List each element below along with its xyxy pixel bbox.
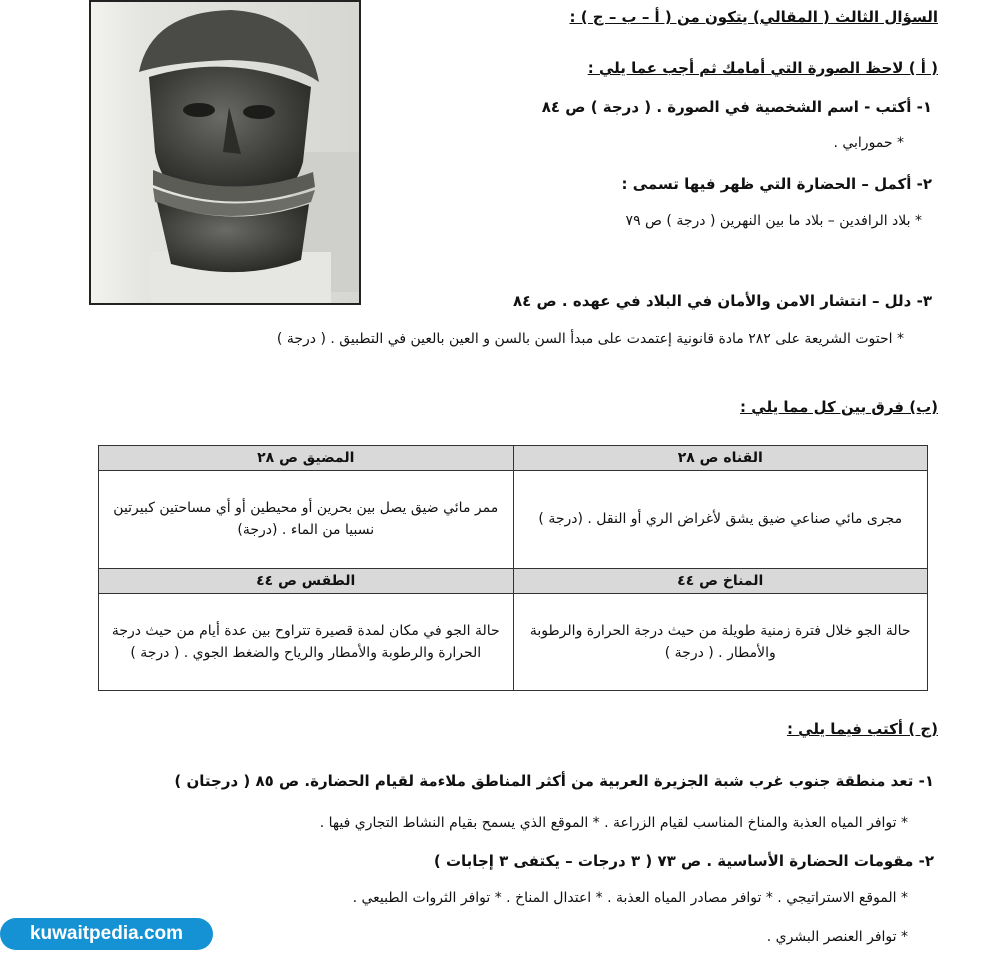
table-row [99, 593, 928, 691]
part-c-answer-2: * الموقع الاستراتيجي . * توافر مصادر المياه العذبة . * اعتدال المناخ . * توافر الثروات الطبيعي . [352, 890, 908, 906]
header-climate: المناخ ص ٤٤ [513, 568, 928, 593]
cell-strait-definition: ممر مائي ضيق يصل بين بحرين أو محيطين أو أي مساحتين كبيرتين نسبيا من الماء . (درجة) [99, 471, 514, 569]
table-row [99, 471, 928, 569]
table-header-row [99, 446, 928, 471]
part-a-title: ( أ ) لاحظ الصورة التي أمامك ثم أجب عما يلي : [587, 59, 938, 77]
part-a-answer-1: * حمورابي . [833, 135, 904, 151]
part-c-question-2: ٢- مقومات الحضارة الأساسية . ص ٧٣ ( ٣ درجات – يكتفى ٣ إجابات ) [433, 852, 934, 870]
part-a-question-3: ٣- دلل – انتشار الامن والأمان في البلاد في عهده . ص ٨٤ [513, 292, 932, 310]
question-3-title: السؤال الثالث ( المقالي) يتكون من ( أ – ب – ج ) : [569, 8, 938, 26]
part-b-title: (ب) فرق بين كل مما يلي : [740, 398, 938, 416]
part-c-answer-1: * توافر المياه العذبة والمناخ المناسب لقيام الزراعة . * الموقع الذي يسمح بقيام النشاط التجاري فيها . [319, 815, 908, 831]
part-a-answer-2: * بلاد الرافدين – بلاد ما بين النهرين ( درجة ) ص ٧٩ [625, 213, 922, 229]
part-a-answer-3: * احتوت الشريعة على ٢٨٢ مادة قانونية إعتمدت على مبدأ السن بالسن و العين بالعين في التطبيق . ( درجة ) [276, 331, 904, 347]
header-strait: المضيق ص ٢٨ [99, 446, 514, 471]
part-c-answer-3: * توافر العنصر البشري . [766, 929, 908, 945]
comparison-table [98, 445, 928, 691]
kuwaitpedia-watermark: kuwaitpedia.com [0, 918, 213, 950]
part-c-question-1: ١- تعد منطقة جنوب غرب شبة الجزيرة العربية من أكثر المناطق ملاءمة لقيام الحضارة. ص ٨٥ ( درجتان ) [174, 772, 934, 790]
part-a-question-1: ١- أكتب - اسم الشخصية في الصورة . ( درجة ) ص ٨٤ [541, 98, 932, 116]
part-a-question-2: ٢- أكمل – الحضارة التي ظهر فيها تسمى : [621, 175, 932, 193]
header-canal: القناه ص ٢٨ [513, 446, 928, 471]
part-c-title: (ج ) أكتب فيما يلي : [786, 720, 938, 738]
header-weather: الطقس ص ٤٤ [99, 568, 514, 593]
bust-photo [89, 0, 361, 305]
cell-canal-definition: مجرى مائي صناعي ضيق يشق لأغراض الري أو النقل . (درجة ) [513, 471, 928, 569]
cell-climate-definition: حالة الجو خلال فترة زمنية طويلة من حيث درجة الحرارة والرطوبة والأمطار . ( درجة ) [513, 593, 928, 691]
table-header-row [99, 568, 928, 593]
cell-weather-definition: حالة الجو في مكان لمدة قصيرة تتراوح بين عدة أيام من حيث درجة الحرارة والرطوبة والأمطار والرياح والضغط الجوي . ( درجة ) [99, 593, 514, 691]
hammurabi-bust-image [91, 2, 359, 303]
